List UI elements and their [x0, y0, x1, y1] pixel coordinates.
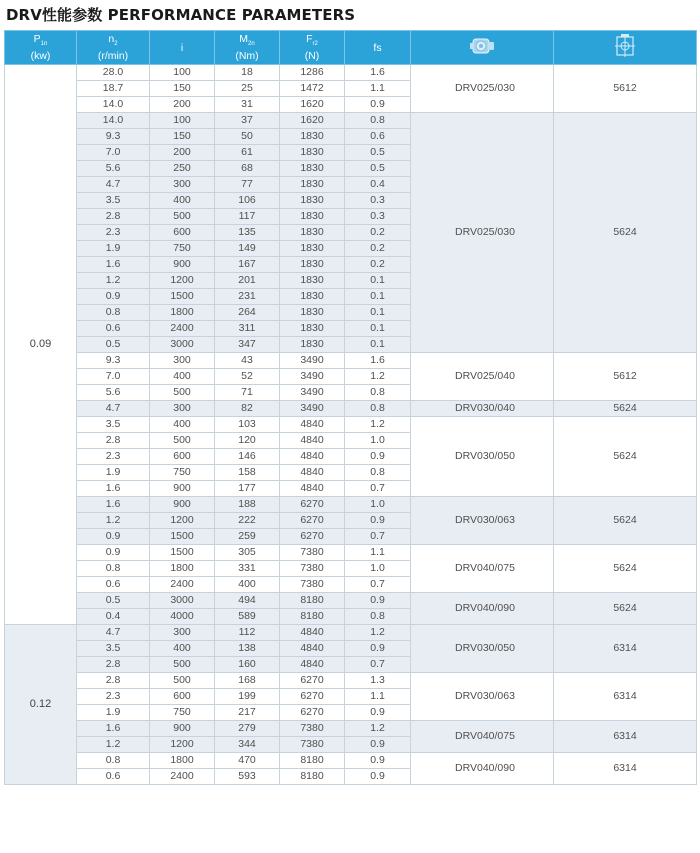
ratio-cell: 500	[150, 657, 215, 673]
torque-cell: 188	[215, 497, 280, 513]
ratio-cell: 600	[150, 225, 215, 241]
table-row	[5, 401, 697, 417]
torque-cell: 158	[215, 465, 280, 481]
torque-cell: 264	[215, 305, 280, 321]
radial-load-cell: 1830	[280, 241, 345, 257]
ratio-cell: 1200	[150, 273, 215, 289]
number-cell: 5612	[554, 65, 697, 113]
ratio-cell: 400	[150, 641, 215, 657]
fs-cell: 0.2	[345, 241, 411, 257]
table-row	[5, 625, 697, 641]
fs-cell: 0.7	[345, 577, 411, 593]
model-cell: DRV030/050	[411, 417, 554, 497]
torque-cell: 470	[215, 753, 280, 769]
radial-load-cell: 1830	[280, 209, 345, 225]
radial-load-cell: 1830	[280, 305, 345, 321]
model-cell: DRV040/075	[411, 721, 554, 753]
ratio-cell: 500	[150, 673, 215, 689]
ratio-cell: 1500	[150, 529, 215, 545]
header-row	[5, 31, 697, 65]
n2-cell: 5.6	[77, 385, 150, 401]
radial-load-cell: 7380	[280, 545, 345, 561]
page-title: DRV性能参数 PERFORMANCE PARAMETERS	[6, 6, 356, 24]
ratio-cell: 300	[150, 177, 215, 193]
ratio-cell: 2400	[150, 577, 215, 593]
radial-load-cell: 8180	[280, 609, 345, 625]
fs-cell: 1.3	[345, 673, 411, 689]
n2-cell: 3.5	[77, 417, 150, 433]
ratio-cell: 500	[150, 433, 215, 449]
fs-cell: 0.1	[345, 321, 411, 337]
radial-load-cell: 1830	[280, 273, 345, 289]
radial-load-cell: 8180	[280, 769, 345, 785]
radial-load-cell: 1620	[280, 113, 345, 129]
torque-cell: 279	[215, 721, 280, 737]
torque-cell: 589	[215, 609, 280, 625]
radial-load-cell: 6270	[280, 705, 345, 721]
ratio-cell: 900	[150, 257, 215, 273]
radial-load-cell: 3490	[280, 353, 345, 369]
motor-flange-icon	[612, 34, 638, 61]
table-body	[5, 65, 697, 785]
table-row	[5, 593, 697, 609]
fs-cell: 0.4	[345, 177, 411, 193]
torque-cell: 61	[215, 145, 280, 161]
radial-load-cell: 8180	[280, 753, 345, 769]
ratio-cell: 150	[150, 129, 215, 145]
torque-cell: 135	[215, 225, 280, 241]
header-ratio: i	[150, 31, 215, 65]
radial-load-cell: 3490	[280, 401, 345, 417]
torque-cell: 199	[215, 689, 280, 705]
torque-cell: 68	[215, 161, 280, 177]
n2-cell: 3.5	[77, 641, 150, 657]
fs-cell: 1.0	[345, 561, 411, 577]
torque-cell: 138	[215, 641, 280, 657]
torque-cell: 149	[215, 241, 280, 257]
model-cell: DRV040/090	[411, 593, 554, 625]
torque-cell: 31	[215, 97, 280, 113]
n2-cell: 2.8	[77, 209, 150, 225]
fs-cell: 0.3	[345, 209, 411, 225]
radial-load-cell: 1620	[280, 97, 345, 113]
fs-cell: 0.9	[345, 593, 411, 609]
fs-cell: 0.7	[345, 481, 411, 497]
torque-cell: 494	[215, 593, 280, 609]
ratio-cell: 100	[150, 65, 215, 81]
torque-cell: 146	[215, 449, 280, 465]
radial-load-cell: 4840	[280, 449, 345, 465]
torque-cell: 18	[215, 65, 280, 81]
ratio-cell: 3000	[150, 337, 215, 353]
torque-cell: 222	[215, 513, 280, 529]
radial-load-cell: 1830	[280, 161, 345, 177]
radial-load-cell: 6270	[280, 673, 345, 689]
n2-cell: 2.3	[77, 225, 150, 241]
ratio-cell: 300	[150, 353, 215, 369]
torque-cell: 347	[215, 337, 280, 353]
number-cell: 5612	[554, 353, 697, 401]
fs-cell: 0.9	[345, 449, 411, 465]
fs-cell: 1.2	[345, 369, 411, 385]
fs-cell: 0.1	[345, 289, 411, 305]
fs-cell: 0.8	[345, 609, 411, 625]
n2-cell: 1.2	[77, 513, 150, 529]
performance-table	[4, 30, 697, 785]
fs-cell: 1.2	[345, 625, 411, 641]
fs-cell: 0.9	[345, 769, 411, 785]
ratio-cell: 1500	[150, 289, 215, 305]
radial-load-cell: 1830	[280, 129, 345, 145]
torque-cell: 25	[215, 81, 280, 97]
model-cell: DRV030/040	[411, 401, 554, 417]
model-cell: DRV030/063	[411, 673, 554, 721]
ratio-cell: 4000	[150, 609, 215, 625]
torque-cell: 231	[215, 289, 280, 305]
n2-cell: 0.5	[77, 593, 150, 609]
number-cell: 5624	[554, 417, 697, 497]
n2-cell: 2.8	[77, 673, 150, 689]
ratio-cell: 900	[150, 497, 215, 513]
table-row	[5, 353, 697, 369]
table-row	[5, 417, 697, 433]
torque-cell: 106	[215, 193, 280, 209]
radial-load-cell: 4840	[280, 641, 345, 657]
radial-load-cell: 1830	[280, 321, 345, 337]
torque-cell: 311	[215, 321, 280, 337]
torque-cell: 400	[215, 577, 280, 593]
ratio-cell: 1800	[150, 305, 215, 321]
number-cell: 5624	[554, 497, 697, 545]
ratio-cell: 1200	[150, 737, 215, 753]
table-row	[5, 497, 697, 513]
n2-cell: 0.9	[77, 289, 150, 305]
radial-load-cell: 1830	[280, 145, 345, 161]
ratio-cell: 400	[150, 417, 215, 433]
ratio-cell: 2400	[150, 321, 215, 337]
radial-load-cell: 7380	[280, 737, 345, 753]
n2-cell: 9.3	[77, 129, 150, 145]
header-model	[411, 31, 554, 65]
radial-load-cell: 7380	[280, 721, 345, 737]
n2-cell: 4.7	[77, 177, 150, 193]
number-cell: 5624	[554, 113, 697, 353]
ratio-cell: 1800	[150, 753, 215, 769]
n2-cell: 1.9	[77, 241, 150, 257]
torque-cell: 217	[215, 705, 280, 721]
torque-cell: 52	[215, 369, 280, 385]
torque-cell: 167	[215, 257, 280, 273]
ratio-cell: 750	[150, 241, 215, 257]
ratio-cell: 750	[150, 705, 215, 721]
ratio-cell: 300	[150, 401, 215, 417]
model-cell: DRV025/040	[411, 353, 554, 401]
n2-cell: 18.7	[77, 81, 150, 97]
n2-cell: 1.6	[77, 481, 150, 497]
n2-cell: 0.8	[77, 561, 150, 577]
fs-cell: 1.2	[345, 417, 411, 433]
fs-cell: 1.6	[345, 65, 411, 81]
model-cell: DRV030/050	[411, 625, 554, 673]
fs-cell: 0.1	[345, 305, 411, 321]
header-number	[554, 31, 697, 65]
ratio-cell: 1500	[150, 545, 215, 561]
ratio-cell: 400	[150, 369, 215, 385]
torque-cell: 50	[215, 129, 280, 145]
n2-cell: 0.8	[77, 305, 150, 321]
table-row	[5, 65, 697, 81]
torque-cell: 160	[215, 657, 280, 673]
radial-load-cell: 4840	[280, 481, 345, 497]
n2-cell: 1.2	[77, 737, 150, 753]
fs-cell: 0.2	[345, 225, 411, 241]
gearbox-icon	[467, 34, 497, 61]
fs-cell: 0.7	[345, 529, 411, 545]
torque-cell: 331	[215, 561, 280, 577]
n2-cell: 1.9	[77, 705, 150, 721]
n2-cell: 1.6	[77, 721, 150, 737]
radial-load-cell: 3490	[280, 385, 345, 401]
n2-cell: 9.3	[77, 353, 150, 369]
radial-load-cell: 1830	[280, 257, 345, 273]
n2-cell: 14.0	[77, 97, 150, 113]
n2-cell: 2.8	[77, 657, 150, 673]
torque-cell: 201	[215, 273, 280, 289]
torque-cell: 120	[215, 433, 280, 449]
radial-load-cell: 6270	[280, 689, 345, 705]
fs-cell: 0.8	[345, 401, 411, 417]
torque-cell: 177	[215, 481, 280, 497]
fs-cell: 0.5	[345, 161, 411, 177]
fs-cell: 0.9	[345, 513, 411, 529]
model-cell: DRV030/063	[411, 497, 554, 545]
fs-cell: 0.8	[345, 113, 411, 129]
radial-load-cell: 4840	[280, 625, 345, 641]
ratio-cell: 100	[150, 113, 215, 129]
ratio-cell: 600	[150, 689, 215, 705]
torque-cell: 71	[215, 385, 280, 401]
n2-cell: 0.6	[77, 769, 150, 785]
ratio-cell: 900	[150, 481, 215, 497]
n2-cell: 3.5	[77, 193, 150, 209]
fs-cell: 1.0	[345, 433, 411, 449]
number-cell: 5624	[554, 545, 697, 593]
torque-cell: 117	[215, 209, 280, 225]
fs-cell: 0.6	[345, 129, 411, 145]
torque-cell: 168	[215, 673, 280, 689]
ratio-cell: 3000	[150, 593, 215, 609]
fs-cell: 0.1	[345, 337, 411, 353]
n2-cell: 2.3	[77, 689, 150, 705]
n2-cell: 28.0	[77, 65, 150, 81]
fs-cell: 0.8	[345, 385, 411, 401]
ratio-cell: 900	[150, 721, 215, 737]
radial-load-cell: 6270	[280, 529, 345, 545]
ratio-cell: 150	[150, 81, 215, 97]
n2-cell: 1.6	[77, 257, 150, 273]
header-torque: $M_{2n}$ (Nm)	[215, 31, 280, 65]
ratio-cell: 2400	[150, 769, 215, 785]
header-radial-load: $F_{r2}$ (N)	[280, 31, 345, 65]
ratio-cell: 200	[150, 97, 215, 113]
header-service-factor: fs	[345, 31, 411, 65]
radial-load-cell: 1286	[280, 65, 345, 81]
torque-cell: 305	[215, 545, 280, 561]
number-cell: 6314	[554, 753, 697, 785]
fs-cell: 0.1	[345, 273, 411, 289]
fs-cell: 1.2	[345, 721, 411, 737]
radial-load-cell: 1830	[280, 289, 345, 305]
fs-cell: 1.0	[345, 497, 411, 513]
torque-cell: 112	[215, 625, 280, 641]
number-cell: 5624	[554, 401, 697, 417]
radial-load-cell: 7380	[280, 577, 345, 593]
ratio-cell: 1800	[150, 561, 215, 577]
fs-cell: 1.6	[345, 353, 411, 369]
ratio-cell: 500	[150, 385, 215, 401]
ratio-cell: 750	[150, 465, 215, 481]
n2-cell: 7.0	[77, 369, 150, 385]
n2-cell: 7.0	[77, 145, 150, 161]
fs-cell: 0.9	[345, 753, 411, 769]
header-power: $P_{1n}$ (kw)	[5, 31, 77, 65]
fs-cell: 0.7	[345, 657, 411, 673]
model-cell: DRV040/090	[411, 753, 554, 785]
radial-load-cell: 1830	[280, 177, 345, 193]
model-cell: DRV025/030	[411, 113, 554, 353]
radial-load-cell: 4840	[280, 417, 345, 433]
n2-cell: 0.9	[77, 529, 150, 545]
fs-cell: 0.9	[345, 97, 411, 113]
power-cell: 0.12	[5, 625, 77, 785]
radial-load-cell: 8180	[280, 593, 345, 609]
radial-load-cell: 6270	[280, 497, 345, 513]
n2-cell: 0.6	[77, 321, 150, 337]
ratio-cell: 500	[150, 209, 215, 225]
ratio-cell: 600	[150, 449, 215, 465]
n2-cell: 14.0	[77, 113, 150, 129]
number-cell: 6314	[554, 625, 697, 673]
ratio-cell: 400	[150, 193, 215, 209]
table-row	[5, 721, 697, 737]
fs-cell: 0.9	[345, 705, 411, 721]
ratio-cell: 1200	[150, 513, 215, 529]
n2-cell: 0.9	[77, 545, 150, 561]
model-cell: DRV040/075	[411, 545, 554, 593]
n2-cell: 4.7	[77, 401, 150, 417]
torque-cell: 43	[215, 353, 280, 369]
ratio-cell: 250	[150, 161, 215, 177]
number-cell: 6314	[554, 721, 697, 753]
fs-cell: 0.3	[345, 193, 411, 209]
fs-cell: 0.2	[345, 257, 411, 273]
radial-load-cell: 4840	[280, 433, 345, 449]
n2-cell: 1.6	[77, 497, 150, 513]
radial-load-cell: 3490	[280, 369, 345, 385]
fs-cell: 0.5	[345, 145, 411, 161]
n2-cell: 2.3	[77, 449, 150, 465]
table-row	[5, 113, 697, 129]
n2-cell: 2.8	[77, 433, 150, 449]
n2-cell: 0.6	[77, 577, 150, 593]
radial-load-cell: 1830	[280, 225, 345, 241]
power-cell: 0.09	[5, 65, 77, 625]
n2-cell: 5.6	[77, 161, 150, 177]
n2-cell: 4.7	[77, 625, 150, 641]
fs-cell: 0.9	[345, 737, 411, 753]
n2-cell: 0.8	[77, 753, 150, 769]
fs-cell: 0.8	[345, 465, 411, 481]
radial-load-cell: 1830	[280, 193, 345, 209]
number-cell: 6314	[554, 673, 697, 721]
torque-cell: 37	[215, 113, 280, 129]
fs-cell: 1.1	[345, 689, 411, 705]
ratio-cell: 200	[150, 145, 215, 161]
radial-load-cell: 1830	[280, 337, 345, 353]
fs-cell: 0.9	[345, 641, 411, 657]
n2-cell: 0.5	[77, 337, 150, 353]
torque-cell: 82	[215, 401, 280, 417]
torque-cell: 103	[215, 417, 280, 433]
n2-cell: 1.9	[77, 465, 150, 481]
torque-cell: 259	[215, 529, 280, 545]
number-cell: 5624	[554, 593, 697, 625]
radial-load-cell: 6270	[280, 513, 345, 529]
torque-cell: 593	[215, 769, 280, 785]
n2-cell: 0.4	[77, 609, 150, 625]
torque-cell: 77	[215, 177, 280, 193]
n2-cell: 1.2	[77, 273, 150, 289]
model-cell: DRV025/030	[411, 65, 554, 113]
table-row	[5, 545, 697, 561]
fs-cell: 1.1	[345, 81, 411, 97]
torque-cell: 344	[215, 737, 280, 753]
table-row	[5, 753, 697, 769]
radial-load-cell: 7380	[280, 561, 345, 577]
header-speed: $n_2$ (r/min)	[77, 31, 150, 65]
radial-load-cell: 4840	[280, 657, 345, 673]
fs-cell: 1.1	[345, 545, 411, 561]
ratio-cell: 300	[150, 625, 215, 641]
radial-load-cell: 1472	[280, 81, 345, 97]
table-row	[5, 673, 697, 689]
radial-load-cell: 4840	[280, 465, 345, 481]
